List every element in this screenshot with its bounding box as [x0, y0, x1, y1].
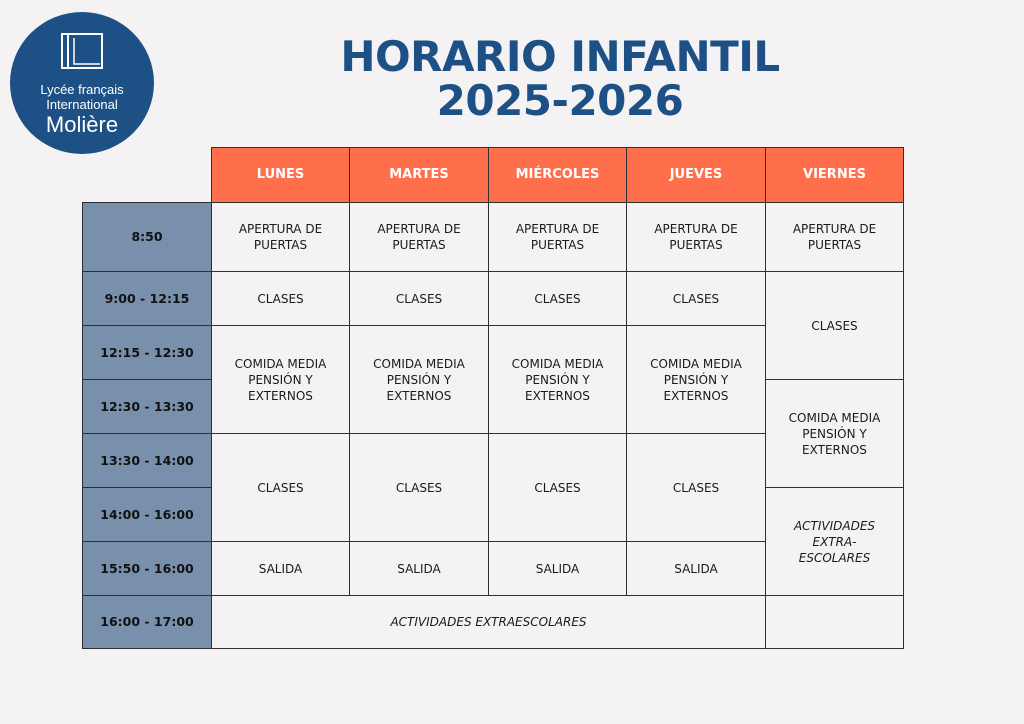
- cell-martes-clases-am: CLASES: [349, 271, 489, 326]
- cell-viernes-empty: [765, 595, 904, 649]
- cell-lunes-salida: SALIDA: [211, 541, 350, 596]
- day-header-lunes: LUNES: [211, 147, 350, 203]
- cell-viernes-comida: COMIDA MEDIA PENSIÓN Y EXTERNOS: [765, 379, 904, 488]
- cell-miercoles-clases-am: CLASES: [488, 271, 627, 326]
- day-header-jueves: JUEVES: [626, 147, 766, 203]
- time-slot-1400: 14:00 - 16:00: [82, 487, 212, 542]
- cell-jueves-comida: COMIDA MEDIA PENSIÓN Y EXTERNOS: [626, 325, 766, 434]
- cell-martes-comida: COMIDA MEDIA PENSIÓN Y EXTERNOS: [349, 325, 489, 434]
- cell-jueves-apertura: APERTURA DE PUERTAS: [626, 202, 766, 272]
- cell-jueves-clases-am: CLASES: [626, 271, 766, 326]
- time-slot-1215: 12:15 - 12:30: [82, 325, 212, 380]
- day-header-viernes: VIERNES: [765, 147, 904, 203]
- time-slot-1550: 15:50 - 16:00: [82, 541, 212, 596]
- time-slot-1230: 12:30 - 13:30: [82, 379, 212, 434]
- cell-miercoles-salida: SALIDA: [488, 541, 627, 596]
- cell-martes-salida: SALIDA: [349, 541, 489, 596]
- cell-miercoles-clases-pm: CLASES: [488, 433, 627, 542]
- cell-viernes-apertura: APERTURA DE PUERTAS: [765, 202, 904, 272]
- logo-text-line2: International: [46, 97, 118, 112]
- time-slot-0900: 9:00 - 12:15: [82, 271, 212, 326]
- cell-lunes-clases-am: CLASES: [211, 271, 350, 326]
- school-logo: [10, 12, 154, 154]
- cell-jueves-clases-pm: CLASES: [626, 433, 766, 542]
- book-icon: [60, 30, 106, 72]
- time-slot-1330: 13:30 - 14:00: [82, 433, 212, 488]
- cell-lunes-apertura: APERTURA DE PUERTAS: [211, 202, 350, 272]
- cell-martes-clases-pm: CLASES: [349, 433, 489, 542]
- cell-lunes-clases-pm: CLASES: [211, 433, 350, 542]
- cell-viernes-clases: CLASES: [765, 271, 904, 380]
- cell-viernes-actividades: ACTIVIDADES EXTRA-ESCOLARES: [765, 487, 904, 596]
- time-slot-0850: 8:50: [82, 202, 212, 272]
- title-line2: 2025-2026: [436, 76, 684, 125]
- cell-martes-apertura: APERTURA DE PUERTAS: [349, 202, 489, 272]
- cell-jueves-salida: SALIDA: [626, 541, 766, 596]
- cell-miercoles-apertura: APERTURA DE PUERTAS: [488, 202, 627, 272]
- time-slot-1600: 16:00 - 17:00: [82, 595, 212, 649]
- day-header-martes: MARTES: [349, 147, 489, 203]
- cell-lunes-comida: COMIDA MEDIA PENSIÓN Y EXTERNOS: [211, 325, 350, 434]
- title-line1: HORARIO INFANTIL: [340, 32, 780, 81]
- cell-miercoles-comida: COMIDA MEDIA PENSIÓN Y EXTERNOS: [488, 325, 627, 434]
- cell-actividades-extraescolares: ACTIVIDADES EXTRAESCOLARES: [211, 595, 766, 649]
- logo-text-line3: Molière: [45, 112, 119, 137]
- day-header-miercoles: MIÉRCOLES: [488, 147, 627, 203]
- logo-text-line1: Lycée français: [40, 82, 124, 97]
- page-title: [260, 32, 860, 125]
